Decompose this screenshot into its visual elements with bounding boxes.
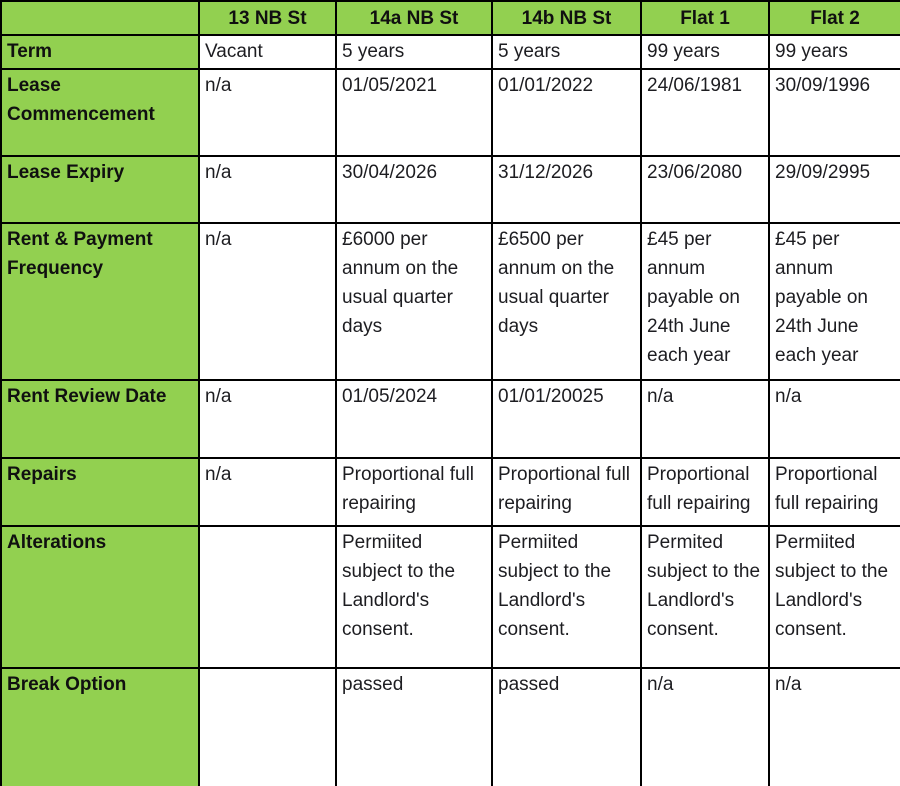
row-label-lease-commencement: Lease Commencement <box>1 69 199 156</box>
column-header-flat-1: Flat 1 <box>641 1 769 35</box>
column-header-14a-nb-st: 14a NB St <box>336 1 492 35</box>
cell-rent-review-flat-1: n/a <box>641 380 769 458</box>
row-label-lease-expiry: Lease Expiry <box>1 156 199 223</box>
cell-rent-review-14a-nb-st: 01/05/2024 <box>336 380 492 458</box>
cell-break-option-14a-nb-st: passed <box>336 668 492 786</box>
table-row-rent-payment-frequency <box>1 223 900 380</box>
cell-rent-payment-14b-nb-st: £6500 per annum on the usual quarter days <box>492 223 641 380</box>
cell-lease-expiry-14a-nb-st: 30/04/2026 <box>336 156 492 223</box>
cell-lease-commencement-14b-nb-st: 01/01/2022 <box>492 69 641 156</box>
cell-repairs-flat-1: Proportional full repairing <box>641 458 769 526</box>
table-row-lease-expiry <box>1 156 900 223</box>
table-row-term <box>1 35 900 69</box>
row-label-rent-payment-frequency: Rent & Payment Frequency <box>1 223 199 380</box>
cell-rent-review-14b-nb-st: 01/01/20025 <box>492 380 641 458</box>
cell-break-option-flat-2: n/a <box>769 668 900 786</box>
column-header-13-nb-st: 13 NB St <box>199 1 336 35</box>
row-label-break-option: Break Option <box>1 668 199 786</box>
table-row-rent-review-date <box>1 380 900 458</box>
cell-rent-payment-flat-1: £45 per annum payable on 24th June each year <box>641 223 769 380</box>
column-header-14b-nb-st: 14b NB St <box>492 1 641 35</box>
cell-term-flat-2: 99 years <box>769 35 900 69</box>
cell-lease-expiry-flat-2: 29/09/2995 <box>769 156 900 223</box>
cell-rent-review-flat-2: n/a <box>769 380 900 458</box>
cell-term-14b-nb-st: 5 years <box>492 35 641 69</box>
cell-alterations-flat-1: Permited subject to the Landlord's consent. <box>641 526 769 668</box>
cell-repairs-flat-2: Proportional full repairing <box>769 458 900 526</box>
table-row-break-option <box>1 668 900 786</box>
cell-lease-commencement-flat-1: 24/06/1981 <box>641 69 769 156</box>
cell-alterations-flat-2: Permiited subject to the Landlord's consent. <box>769 526 900 668</box>
cell-term-13-nb-st: Vacant <box>199 35 336 69</box>
cell-lease-expiry-14b-nb-st: 31/12/2026 <box>492 156 641 223</box>
cell-lease-expiry-13-nb-st: n/a <box>199 156 336 223</box>
cell-alterations-14b-nb-st: Permiited subject to the Landlord's consent. <box>492 526 641 668</box>
cell-lease-commencement-13-nb-st: n/a <box>199 69 336 156</box>
column-header-flat-2: Flat 2 <box>769 1 900 35</box>
table-row-repairs <box>1 458 900 526</box>
row-label-alterations: Alterations <box>1 526 199 668</box>
table-row-alterations <box>1 526 900 668</box>
cell-rent-payment-13-nb-st: n/a <box>199 223 336 380</box>
cell-rent-payment-14a-nb-st: £6000 per annum on the usual quarter days <box>336 223 492 380</box>
cell-lease-expiry-flat-1: 23/06/2080 <box>641 156 769 223</box>
cell-break-option-14b-nb-st: passed <box>492 668 641 786</box>
cell-rent-payment-flat-2: £45 per annum payable on 24th June each year <box>769 223 900 380</box>
cell-term-flat-1: 99 years <box>641 35 769 69</box>
row-label-rent-review-date: Rent Review Date <box>1 380 199 458</box>
cell-lease-commencement-flat-2: 30/09/1996 <box>769 69 900 156</box>
cell-break-option-13-nb-st <box>199 668 336 786</box>
cell-rent-review-13-nb-st: n/a <box>199 380 336 458</box>
cell-alterations-13-nb-st <box>199 526 336 668</box>
header-row <box>1 1 900 35</box>
corner-cell <box>1 1 199 35</box>
cell-alterations-14a-nb-st: Permiited subject to the Landlord's consent. <box>336 526 492 668</box>
row-label-term: Term <box>1 35 199 69</box>
cell-break-option-flat-1: n/a <box>641 668 769 786</box>
cell-lease-commencement-14a-nb-st: 01/05/2021 <box>336 69 492 156</box>
cell-repairs-14b-nb-st: Proportional full repairing <box>492 458 641 526</box>
cell-repairs-14a-nb-st: Proportional full repairing <box>336 458 492 526</box>
cell-term-14a-nb-st: 5 years <box>336 35 492 69</box>
table-row-lease-commencement <box>1 69 900 156</box>
row-label-repairs: Repairs <box>1 458 199 526</box>
cell-repairs-13-nb-st: n/a <box>199 458 336 526</box>
